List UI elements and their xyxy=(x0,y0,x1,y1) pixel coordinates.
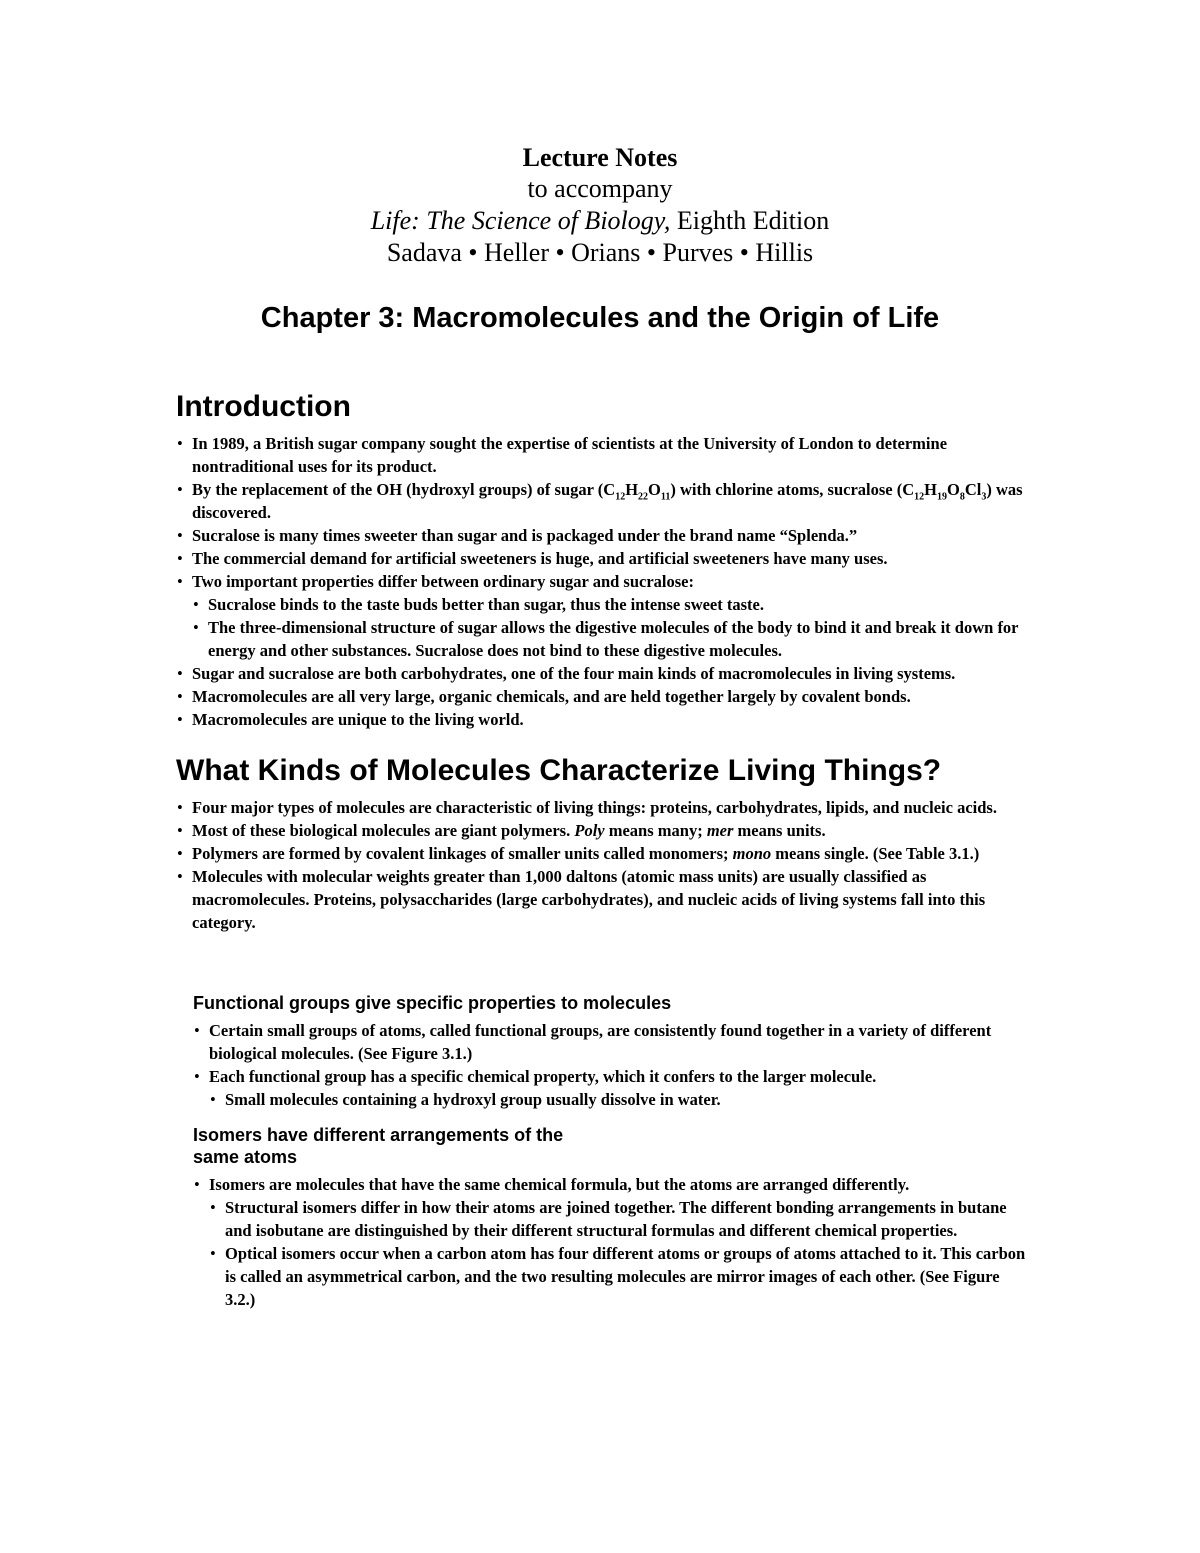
text-run: means many; xyxy=(604,821,707,840)
intro-list xyxy=(176,432,1026,731)
list-item xyxy=(176,819,1026,842)
heading-line: Isomers have different arrangements of the xyxy=(193,1125,564,1145)
list-item: • Sucralose binds to the taste buds better than sugar, thus the intense sweet taste. xyxy=(192,593,1026,616)
list-item: • Two important properties differ between ordinary sugar and sucralose: xyxy=(176,570,1026,593)
list-item: • Certain small groups of atoms, called functional groups, are consistently found together in a variety of different biological molecules. (See Figure 3.1.) xyxy=(193,1019,1003,1065)
isomers-heading xyxy=(193,1124,563,1168)
subscript: 3 xyxy=(981,491,987,503)
subscript: 12 xyxy=(615,491,626,503)
list-item: • Sugar and sucralose are both carbohydrates, one of the four main kinds of macromolecules in living systems. xyxy=(176,662,1026,685)
list-item: • Macromolecules are unique to the living world. xyxy=(176,708,1026,731)
isomers-list xyxy=(193,1173,1028,1311)
text-run: means single. (See Table 3.1.) xyxy=(771,844,980,863)
functional-heading: Functional groups give specific properties to molecules xyxy=(193,993,672,1013)
subscript: 22 xyxy=(638,491,649,503)
text-run: means units. xyxy=(733,821,826,840)
list-item: • In 1989, a British sugar company sought the expertise of scientists at the University of London to determine nontraditional uses for its product. xyxy=(176,432,1026,478)
book-edition: Eighth Edition xyxy=(670,206,830,235)
italic-term: mono xyxy=(732,844,772,863)
text-run: Cl xyxy=(964,480,982,499)
list-item: • Molecules with molecular weights greater than 1,000 daltons (atomic mass units) are usually classified as macromolecules. Proteins, polysaccharides (large carbohydrates), and nucleic acids of living systems fall into this category. xyxy=(176,865,1026,934)
book-title: Life: The Science of Biology, xyxy=(370,206,671,235)
text-run: ) was discovered. xyxy=(192,480,1023,522)
list-item: • Optical isomers occur when a carbon atom has four different atoms or groups of atoms attached to it. This carbon is called an asymmetrical carbon, and the two resulting molecules are mirror images of each other. (See Figure 3.2.) xyxy=(209,1242,1028,1311)
subscript: 19 xyxy=(936,491,947,503)
header-book xyxy=(0,205,1200,236)
list-item: • Each functional group has a specific chemical property, which it confers to the larger molecule. xyxy=(193,1065,1003,1088)
text-run: By the replacement of the OH (hydroxyl groups) of sugar (C xyxy=(192,480,616,499)
text-run: H xyxy=(924,480,937,499)
italic-term: Poly xyxy=(574,821,605,840)
text-run: Most of these biological molecules are giant polymers. xyxy=(192,821,575,840)
list-item: • Structural isomers differ in how their atoms are joined together. The different bonding arrangements in butane and isobutane are distinguished by their different structural formulas and different chemical properties. xyxy=(209,1196,1028,1242)
list-item: • Sucralose is many times sweeter than sugar and is packaged under the brand name “Splenda.” xyxy=(176,524,1026,547)
list-item: • The commercial demand for artificial sweeteners is huge, and artificial sweeteners have many uses. xyxy=(176,547,1026,570)
list-item: • Macromolecules are all very large, organic chemicals, and are held together largely by covalent bonds. xyxy=(176,685,1026,708)
list-item xyxy=(176,478,1026,524)
text-run: O xyxy=(946,480,960,499)
list-item: • Small molecules containing a hydroxyl group usually dissolve in water. xyxy=(209,1088,1003,1111)
list-item: • Four major types of molecules are characteristic of living things: proteins, carbohydrates, lipids, and nucleic acids. xyxy=(176,796,1026,819)
text-run: ) with chlorine atoms, sucralose (C xyxy=(670,480,915,499)
text-run: H xyxy=(625,480,639,499)
text-run: O xyxy=(648,480,661,499)
list-item: • The three-dimensional structure of sugar allows the digestive molecules of the body to bind it and break it down for energy and other substances. Sucralose does not bind to these digestive molecules. xyxy=(192,616,1026,662)
header-subtitle: to accompany xyxy=(527,174,673,203)
chapter-title: Chapter 3: Macromolecules and the Origin of Life xyxy=(260,302,940,334)
header-authors: Sadava • Heller • Orians • Purves • Hillis xyxy=(386,238,814,267)
list-item xyxy=(176,842,1026,865)
subscript: 8 xyxy=(959,491,965,503)
text-run: Polymers are formed by covalent linkages of smaller units called monomers; xyxy=(192,844,733,863)
functional-list xyxy=(193,1019,1003,1111)
subscript: 12 xyxy=(914,491,925,503)
header-title: Lecture Notes xyxy=(522,143,678,172)
heading-line: same atoms xyxy=(193,1147,298,1167)
list-item: • Isomers are molecules that have the same chemical formula, but the atoms are arranged differently. xyxy=(193,1173,1028,1196)
kinds-list xyxy=(176,796,1026,934)
subscript: 11 xyxy=(660,491,671,503)
kinds-heading: What Kinds of Molecules Characterize Living Things? xyxy=(176,754,942,787)
intro-heading: Introduction xyxy=(176,390,351,423)
italic-term: mer xyxy=(706,821,734,840)
